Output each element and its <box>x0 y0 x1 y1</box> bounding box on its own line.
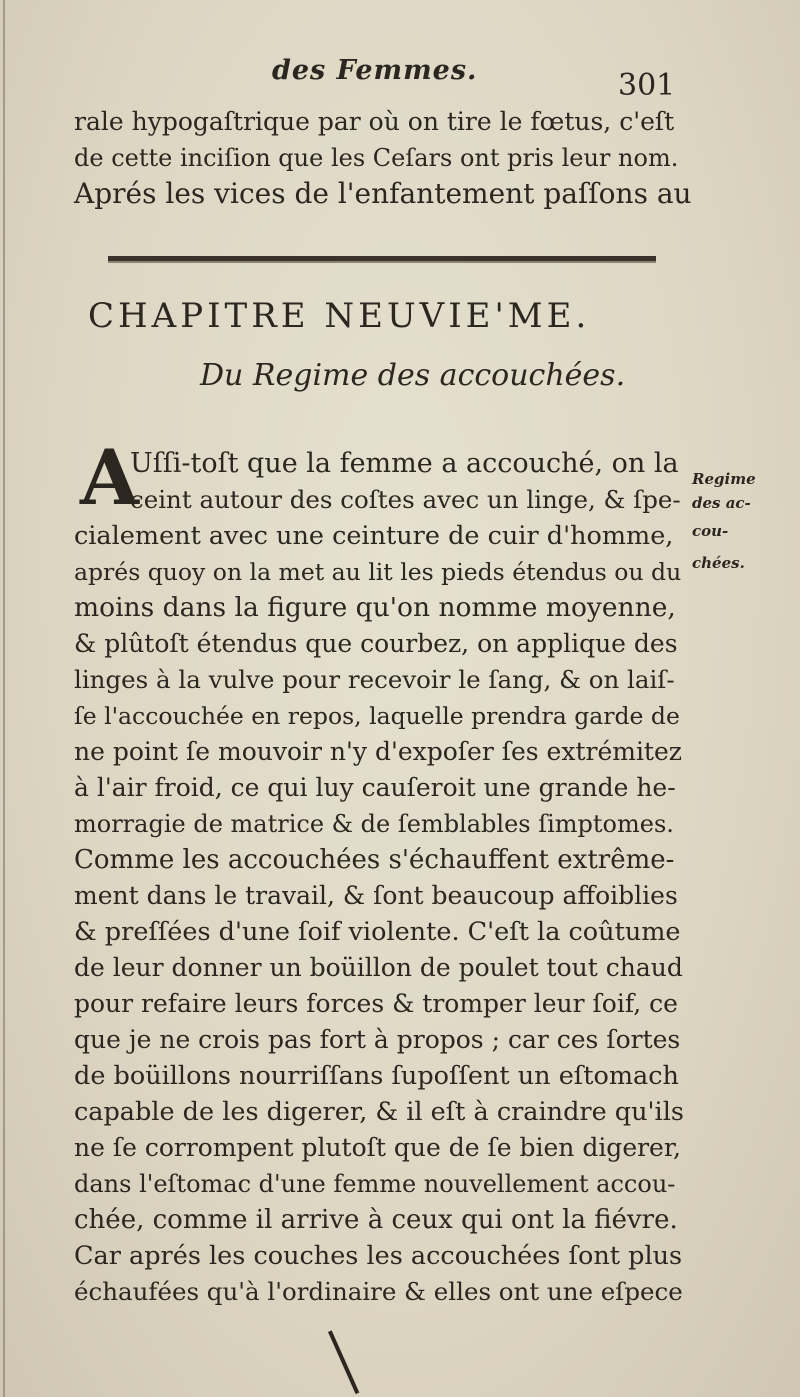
body-line: que je ne crois pas fort à propos ; car ces ſortes <box>74 1025 681 1054</box>
body-line: à l'air froid, ce qui luy cauſeroit une grande he- <box>74 773 676 802</box>
body-line: Car aprés les couches les accouchées ſont plus <box>74 1241 683 1271</box>
margin-note-line: des ac- <box>692 494 751 512</box>
body-line: Uſſi-toſt que la femme a accouché, on la <box>130 448 679 479</box>
body-line: ceint autour des coſtes avec un linge, & ſpe- <box>130 485 681 514</box>
body-line: linges à la vulve pour recevoir le ſang, & on laiſ- <box>74 665 675 694</box>
body-line: de boüillons nourriſſans ſupoſſent un eſtomach <box>74 1061 679 1091</box>
intro-line: de cette inciſion que les Ceſars ont pris leur nom. <box>74 144 679 172</box>
body-line: morragie de matrice & de ſemblables ſimptomes. <box>74 810 674 838</box>
intro-line: rale hypogaſtrique par où on tire le fœtus, c'eſt <box>74 107 675 136</box>
chapter-subtitle: Du Regime des accouchées. <box>200 358 626 393</box>
margin-note-line: chées. <box>692 554 745 572</box>
chapter-heading: CHAPITRE NEUVIE'ME. <box>88 296 591 336</box>
body-line: ne ſe corrompent plutoſt que de ſe bien digerer, <box>74 1133 682 1162</box>
body-line: dans l'eſtomac d'une femme nouvellement accou- <box>74 1170 676 1198</box>
intro-line: Aprés les vices de l'enfantement paſſons au <box>74 177 692 210</box>
body-line: capable de les digerer, & il eſt à craindre qu'ils <box>74 1097 684 1127</box>
body-line: échaufées qu'à l'ordinaire & elles ont une eſpece <box>74 1277 683 1306</box>
body-line: aprés quoy on la met au lit les pieds étendus ou du <box>74 558 682 586</box>
ink-stroke-mark <box>328 1330 359 1394</box>
body-line: chée, comme il arrive à ceux qui ont la fiévre. <box>74 1205 678 1235</box>
section-rule <box>108 256 656 261</box>
drop-cap: A <box>80 433 139 522</box>
body-line: & preſſées d'une ſoif violente. C'eſt la coûtume <box>74 917 681 947</box>
body-line: moins dans la figure qu'on nomme moyenne, <box>74 592 676 623</box>
body-line: Comme les accouchées s'échauffent extrême- <box>74 845 675 875</box>
binding-edge <box>3 0 5 1397</box>
running-title: des Femmes. <box>272 55 478 86</box>
body-line: de leur donner un boüillon de poulet tout chaud <box>74 953 683 982</box>
margin-note-line: cou- <box>692 522 729 540</box>
body-line: ment dans le travail, & ſont beaucoup affoiblies <box>74 881 678 910</box>
body-line: ſe l'accouchée en repos, laquelle prendra garde de <box>74 702 680 730</box>
body-line: cialement avec une ceinture de cuir d'homme, <box>74 521 674 551</box>
page-number: 301 <box>618 68 676 103</box>
body-line: & plûtoſt étendus que courbez, on applique des <box>74 629 678 658</box>
body-line: ne point ſe mouvoir n'y d'expoſer ſes extrémitez <box>74 737 682 766</box>
body-line: pour refaire leurs forces & tromper leur ſoif, ce <box>74 989 678 1018</box>
margin-note-line: Regime <box>692 470 756 488</box>
